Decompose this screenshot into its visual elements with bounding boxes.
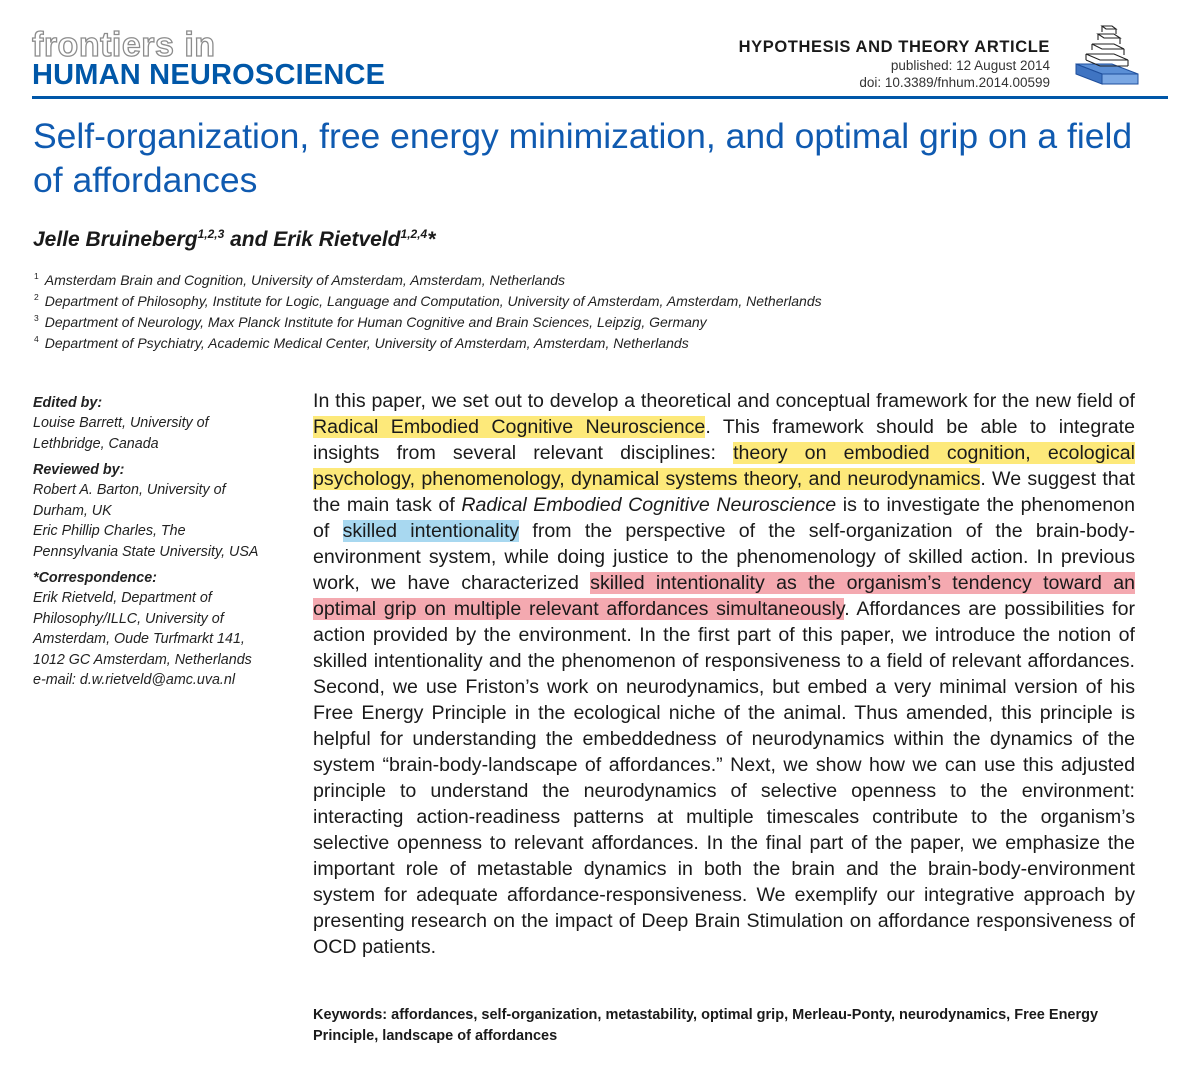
author-affiliation-refs: 1,2,4 [400,227,428,241]
sidebar-line: Pennsylvania State University, USA [33,543,259,560]
author-name: Erik Rietveld [273,228,401,251]
highlight-blue: skilled intentionality [342,520,520,542]
sidebar-line: Eric Phillip Charles, The [33,523,186,539]
header-rule [32,96,1168,99]
abstract-text: from the perspective of the self-organization of the brain-body-environment system, while doing justice to the phenomenology of skilled action. In previous work, we have characterized [313,520,1135,594]
affiliation-number: 4 [34,334,39,344]
article-meta [739,37,1050,91]
sidebar-line: Erik Rietveld, Department of [33,590,212,606]
article-title: Self-organization, free energy minimization, and optimal grip on a field of affordances [33,116,1133,200]
section-logo-icon [1068,24,1148,86]
highlight-yellow: theory on embodied cognition, ecological psychology, phenomenology, dynamical systems theory, and neurodynamics [313,442,1135,490]
author-connector: and [224,228,274,251]
sidebar-line: Lethbridge, Canada [33,435,159,452]
sidebar-line: 1012 GC Amsterdam, Netherlands [33,651,252,668]
affiliation-number: 1 [34,271,39,281]
sidebar-heading: Reviewed by: [33,462,125,478]
sidebar-heading: Edited by: [33,395,103,411]
keywords: Keywords: affordances, self-organization, metastability, optimal grip, Merleau-Ponty, neurodynamics, Free Energy Principle, landscape of affordances [313,1007,1099,1044]
journal-name-prefix: frontiers in [32,26,216,64]
doi: doi: 10.3389/fnhum.2014.00599 [859,75,1050,90]
affiliation-item [34,308,822,329]
affiliation-number: 3 [34,313,39,323]
abstract-text: is to investigate the phenomenon of [313,494,1135,542]
published-date: published: 12 August 2014 [890,58,1050,73]
sidebar-line: Amsterdam, Oude Turfmarkt 141, [33,631,245,647]
author-list [33,227,435,252]
abstract-text: In this paper, we set out to develop a theoretical and conceptual framework for the new field of [313,390,1135,412]
journal-masthead [32,26,386,91]
affiliation-number: 2 [34,292,39,302]
article-sidebar [33,393,288,691]
affiliation-text: Amsterdam Brain and Cognition, University of Amsterdam, Amsterdam, Netherlands [44,272,566,288]
highlight-red: skilled intentionality as the organism’s tendency toward an optimal grip on multiple relevant affordances simultaneously [313,572,1135,620]
affiliation-item [34,266,822,287]
journal-name: HUMAN NEUROSCIENCE [32,59,386,91]
sidebar-line: Durham, UK [33,502,112,519]
abstract-text: . This framework should be able to integrate insights from several relevant disciplines: [313,416,1135,464]
highlight-yellow: Radical Embodied Cognitive Neuroscience [313,416,706,438]
abstract-text: . We suggest that the main task of [313,468,1135,516]
abstract-text: . Affordances are possibilities for action provided by the environment. In the first part of this paper, we introduce the notion of skilled intentionality and the phenomenon of responsiveness to a field of relevant affordances. Second, we use Friston’s work on neurodynamics, but embed a very minimal version of his Free Energy Principle in the ecological niche of the animal. Thus amended, this principle is helpful for understanding the embeddedness of neurodynamics within the dynamics of the system “brain-body-landscape of affordances.” Next, we show how we can use this adjusted principle to understand the neurodynamics of selective openness to the environment: interacting action-readiness patterns at multiple timescales contribute to the organism’s selective openness to relevant affordances. In the final part of the paper, we emphasize the important role of metastable dynamics in both the brain and the brain-body-environment system for adequate affordance-responsiveness. We exemplify our integrative approach by presenting research on the impact of Deep Brain Stimulation on affordance responsiveness of OCD patients. [313,598,1135,958]
author-affiliation-refs: 1,2,3 [197,227,225,241]
affiliation-text: Department of Psychiatry, Academic Medical Center, University of Amsterdam, Amsterdam, Netherlands [44,335,689,351]
sidebar-line: Louise Barrett, University of [33,415,209,431]
affiliation-text: Department of Neurology, Max Planck Institute for Human Cognitive and Brain Sciences, Leipzig, Germany [44,314,707,330]
affiliation-item [34,287,822,308]
abstract [313,388,1135,960]
corresponding-mark: * [427,228,436,251]
affiliation-text: Department of Philosophy, Institute for Logic, Language and Computation, University of Amsterdam, Amsterdam, Netherlands [44,293,822,309]
author-name: Jelle Bruineberg [33,228,198,251]
emphasized-term: Radical Embodied Cognitive Neuroscience [461,494,837,516]
sidebar-line: Robert A. Barton, University of [33,482,226,498]
article-type: HYPOTHESIS AND THEORY ARTICLE [738,38,1050,56]
sidebar-line: e-mail: d.w.rietveld@amc.uva.nl [33,672,236,688]
affiliation-item [34,329,822,350]
sidebar-heading: *Correspondence: [33,570,157,586]
sidebar-line: Philosophy/ILLC, University of [33,610,224,627]
affiliation-list [34,266,822,350]
